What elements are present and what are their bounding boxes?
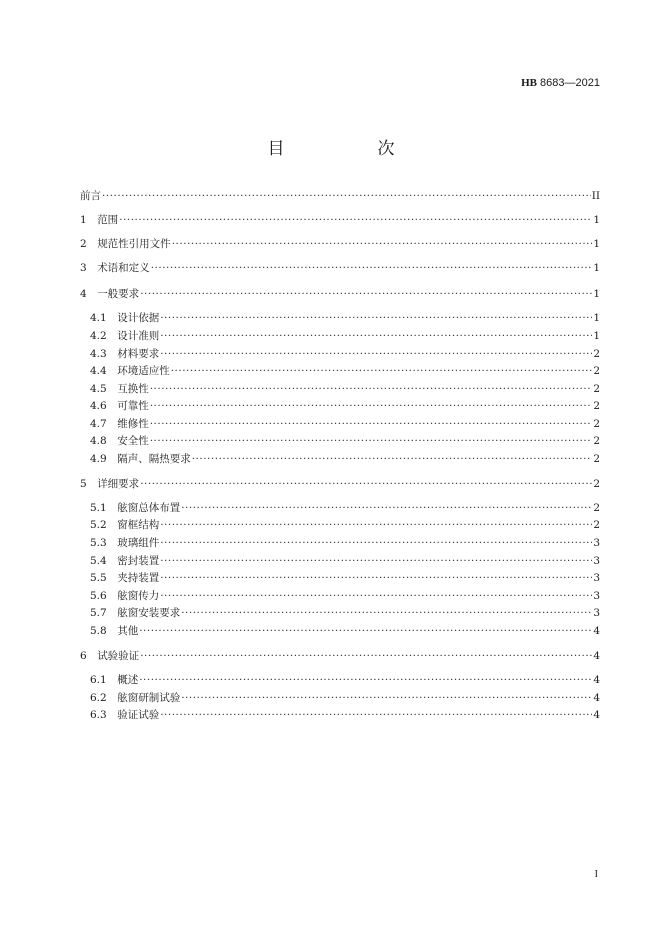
toc-entry-page: 1 — [593, 312, 600, 324]
toc-entry-number: 4.2 — [90, 330, 118, 342]
toc-entry-number: 4 — [80, 288, 98, 300]
toc-leader-dots — [160, 553, 592, 569]
toc-leader-dots — [160, 346, 592, 362]
toc-entry-label: 舷窗研制试验 — [117, 692, 181, 704]
toc-entry[interactable] — [90, 381, 600, 397]
toc-leader-dots — [150, 381, 593, 397]
toc-entry-label: 范围 — [97, 214, 119, 226]
toc-entry-label: 概述 — [117, 674, 139, 686]
toc-leader-dots — [192, 451, 593, 467]
toc-entry[interactable] — [90, 398, 600, 414]
toc-entry-label: 验证试验 — [117, 709, 160, 721]
toc-entry[interactable] — [90, 623, 600, 639]
page-title: 目 次 — [267, 139, 433, 159]
toc-leader-dots — [150, 398, 593, 414]
toc-entry-label: 前言 — [80, 190, 101, 202]
toc-entry[interactable] — [80, 188, 600, 204]
toc-leader-dots — [160, 588, 592, 604]
toc-entry-page: 2 — [593, 453, 600, 465]
toc-entry-label: 维修性 — [117, 418, 149, 430]
toc-entry-label: 舷窗总体布置 — [117, 502, 181, 514]
toc-entry-number: 6.1 — [90, 674, 118, 686]
toc-entry-label: 舷窗安装要求 — [117, 607, 181, 619]
toc-entry-page: 3 — [593, 607, 600, 619]
toc-leader-dots — [139, 672, 592, 688]
toc-entry-label: 玻璃组件 — [117, 537, 160, 549]
toc-entry-page: 2 — [593, 348, 600, 360]
toc-entry-page: 2 — [593, 418, 600, 430]
toc-entry-number: 4.4 — [90, 365, 118, 377]
toc-entry-number: 5.5 — [90, 572, 118, 584]
toc-entry-label: 密封装置 — [117, 555, 160, 567]
toc-entry[interactable] — [90, 605, 600, 621]
toc-leader-dots — [172, 236, 593, 252]
toc-entry-page: 4 — [593, 674, 600, 686]
toc-entry-page: 1 — [593, 288, 600, 300]
toc-entry-number: 4.7 — [90, 418, 118, 430]
toc-entry-label: 隔声、隔热要求 — [117, 453, 191, 465]
toc-entry[interactable] — [90, 707, 600, 723]
toc-entry[interactable] — [80, 260, 600, 276]
toc-entry-number: 4.8 — [90, 435, 118, 447]
toc-entry-page: 2 — [593, 519, 600, 531]
toc-entry[interactable] — [90, 517, 600, 533]
toc-entry[interactable] — [90, 672, 600, 688]
toc-entry[interactable] — [90, 553, 600, 569]
toc-leader-dots — [139, 623, 592, 639]
toc-entry-label: 一般要求 — [97, 288, 140, 300]
standard-prefix: HB — [521, 77, 537, 89]
toc-entry[interactable] — [80, 648, 600, 664]
toc-entry-page: 3 — [593, 537, 600, 549]
toc-entry[interactable] — [90, 570, 600, 586]
toc-entry-page: 1 — [593, 330, 600, 342]
toc-entry-page: 1 — [593, 214, 600, 226]
toc-entry-label: 窗框结构 — [117, 519, 160, 531]
toc-entry-page: 1 — [593, 262, 600, 274]
toc-entry[interactable] — [90, 500, 600, 516]
toc-leader-dots — [140, 286, 592, 302]
toc-entry-page: 4 — [593, 692, 600, 704]
toc-entry-number: 1 — [80, 214, 98, 226]
toc-entry-page: 4 — [593, 625, 600, 637]
toc-entry-label: 设计准则 — [117, 330, 160, 342]
toc-entry-number: 5.4 — [90, 555, 118, 567]
toc-entry-label: 环境适应性 — [117, 365, 170, 377]
toc-entry-page: 4 — [593, 709, 600, 721]
toc-leader-dots — [160, 310, 592, 326]
toc-entry-number: 6 — [80, 650, 98, 662]
toc-entry[interactable] — [90, 690, 600, 706]
toc-entry-label: 其他 — [117, 625, 139, 637]
toc-leader-dots — [102, 188, 591, 204]
toc-entry-page: 2 — [593, 435, 600, 447]
toc-entry[interactable] — [90, 310, 600, 326]
toc-entry-label: 互换性 — [117, 383, 149, 395]
toc-entry-label: 规范性引用文件 — [97, 238, 171, 250]
page-number: I — [594, 869, 598, 880]
toc-leader-dots — [119, 212, 592, 228]
toc-entry-label: 详细要求 — [97, 478, 140, 490]
toc-entry-label: 夹持装置 — [117, 572, 160, 584]
toc-entry-number: 5.8 — [90, 625, 118, 637]
toc-entry-label: 试验验证 — [97, 650, 140, 662]
toc-entry-number: 3 — [80, 262, 98, 274]
toc-entry[interactable] — [80, 476, 600, 492]
toc-entry-label: 可靠性 — [117, 400, 149, 412]
toc-entry-page: II — [591, 190, 600, 202]
toc-entry[interactable] — [90, 363, 600, 379]
toc-entry-page: 3 — [593, 572, 600, 584]
toc-entry-number: 4.3 — [90, 348, 118, 360]
toc-leader-dots — [150, 416, 593, 432]
toc-entry[interactable] — [90, 328, 600, 344]
toc-entry-label: 术语和定义 — [97, 262, 150, 274]
toc-entry[interactable] — [90, 535, 600, 551]
toc-leader-dots — [150, 433, 593, 449]
toc-leader-dots — [181, 605, 592, 621]
toc-entry-number: 5.1 — [90, 502, 118, 514]
toc-entry-page: 2 — [593, 400, 600, 412]
toc-entry-page: 3 — [593, 555, 600, 567]
toc-entry[interactable] — [80, 212, 600, 228]
toc-entry-number: 5.7 — [90, 607, 118, 619]
toc-entry-number: 5.3 — [90, 537, 118, 549]
toc-entry-number: 5.6 — [90, 590, 118, 602]
toc-entry-page: 3 — [593, 590, 600, 602]
toc-entry-number: 2 — [80, 238, 98, 250]
toc-entry-number: 5 — [80, 478, 98, 490]
toc-entry-label: 安全性 — [117, 435, 149, 447]
toc-entry-page: 2 — [593, 478, 600, 490]
toc-leader-dots — [151, 260, 593, 276]
toc-leader-dots — [140, 648, 592, 664]
toc-entry-number: 4.1 — [90, 312, 118, 324]
toc-entry-number: 4.6 — [90, 400, 118, 412]
toc-entry[interactable] — [90, 451, 600, 467]
toc-leader-dots — [160, 570, 592, 586]
toc-leader-dots — [181, 500, 592, 516]
toc-entry[interactable] — [90, 588, 600, 604]
toc-entry[interactable] — [80, 286, 600, 302]
toc-entry[interactable] — [90, 416, 600, 432]
toc-entry-page: 2 — [593, 383, 600, 395]
toc-entry-page: 1 — [593, 238, 600, 250]
toc-entry-number: 6.2 — [90, 692, 118, 704]
toc-leader-dots — [160, 517, 592, 533]
toc-leader-dots — [160, 707, 592, 723]
toc-entry-number: 4.9 — [90, 453, 118, 465]
toc-entry-label: 设计依据 — [117, 312, 160, 324]
toc-entry-number: 5.2 — [90, 519, 118, 531]
toc-entry-number: 6.3 — [90, 709, 118, 721]
toc-leader-dots — [160, 535, 592, 551]
toc-entry-page: 4 — [593, 650, 600, 662]
toc-entry[interactable] — [90, 346, 600, 362]
toc-leader-dots — [171, 363, 593, 379]
toc-entry-page: 2 — [593, 365, 600, 377]
toc-entry-page: 2 — [593, 502, 600, 514]
toc-leader-dots — [160, 328, 592, 344]
toc-entry-number: 4.5 — [90, 383, 118, 395]
toc-leader-dots — [140, 476, 592, 492]
toc-entry-label: 舷窗传力 — [117, 590, 160, 602]
toc-entry[interactable] — [80, 236, 600, 252]
toc-entry-label: 材料要求 — [117, 348, 160, 360]
standard-number: 8683—2021 — [540, 77, 600, 89]
toc-leader-dots — [181, 690, 592, 706]
toc-entry[interactable] — [90, 433, 600, 449]
